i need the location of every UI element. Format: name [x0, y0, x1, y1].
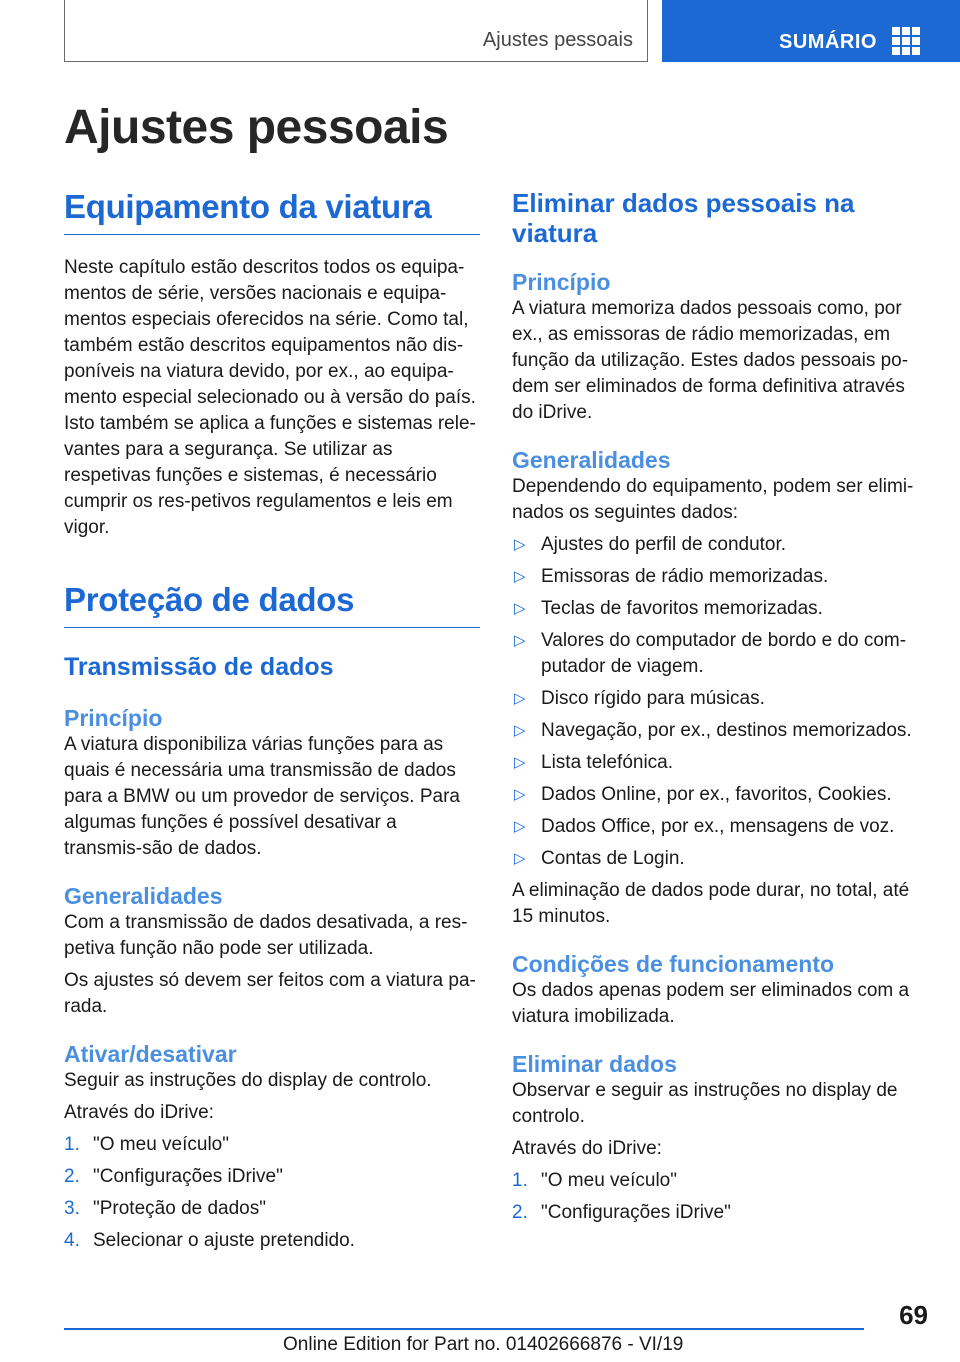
list-item — [512, 750, 922, 776]
triangle-bullet-icon: ▷ — [514, 818, 526, 835]
triangle-bullet-icon: ▷ — [514, 722, 526, 739]
step-number: 1. — [64, 1134, 80, 1155]
list-item-text: Emissoras de rádio memorizadas. — [541, 566, 829, 587]
list-item — [512, 532, 922, 558]
triangle-bullet-icon: ▷ — [514, 568, 526, 585]
heading-principle: Princípio — [512, 269, 611, 295]
footer-divider — [64, 1328, 864, 1330]
list-item-text: Dados Office, por ex., mensagens de voz. — [541, 816, 895, 837]
list-item-text: Teclas de favoritos memorizadas. — [541, 598, 823, 619]
paragraph-duration: A eliminação de dados pode durar, no total, até 15 minutos. — [512, 880, 910, 927]
heading-operating-conditions: Condições de funcionamento — [512, 951, 835, 977]
step-number: 3. — [64, 1198, 80, 1219]
list-item — [512, 814, 922, 840]
list-item — [512, 564, 922, 590]
list-item — [64, 1132, 480, 1158]
list-item — [64, 1164, 480, 1190]
paragraph-toggle-2: Através do iDrive: — [64, 1102, 214, 1123]
steps-list-right — [512, 1168, 922, 1226]
step-number: 4. — [64, 1230, 80, 1251]
heading-delete-personal-data: Eliminar dados pessoais na viatura — [512, 188, 855, 248]
section-tab-label: Ajustes pessoais — [482, 29, 633, 51]
paragraph-principle: A viatura memoriza dados pessoais como, por ex., as emissoras de rádio memorizadas, em função da utilização. Estes dados pessoais po-dem ser eliminados de forma definitiva através do iDrive. — [512, 298, 909, 423]
left-column — [64, 188, 480, 1254]
heading-activate-deactivate: Ativar/desativar — [64, 1041, 237, 1067]
paragraph-general-1: Com a transmissão de dados desativada, a res-petiva função não pode ser utilizada. — [64, 912, 468, 959]
list-item-text: Valores do computador de bordo e do com-putador de viagem. — [541, 630, 907, 677]
triangle-bullet-icon: ▷ — [514, 536, 526, 553]
list-item-text: Lista telefónica. — [541, 752, 674, 773]
triangle-bullet-icon: ▷ — [514, 600, 526, 617]
list-item-text: Contas de Login. — [541, 848, 685, 869]
list-item-text: Navegação, por ex., destinos memorizados. — [541, 720, 912, 741]
heading-equipment: Equipamento da viatura — [64, 188, 480, 235]
step-text: Selecionar o ajuste pretendido. — [93, 1230, 355, 1251]
step-number: 2. — [512, 1202, 528, 1223]
list-item-text: Ajustes do perfil de condutor. — [541, 534, 787, 555]
triangle-bullet-icon: ▷ — [514, 754, 526, 771]
heading-delete-data: Eliminar dados — [512, 1051, 677, 1077]
paragraph-delete-2: Através do iDrive: — [512, 1138, 662, 1159]
grid-menu-icon — [892, 27, 920, 55]
paragraph-toggle-1: Seguir as instruções do display de controlo. — [64, 1070, 432, 1091]
step-text: "O meu veículo" — [93, 1134, 229, 1155]
triangle-bullet-icon: ▷ — [514, 690, 526, 707]
step-text: "O meu veículo" — [541, 1170, 677, 1191]
heading-principle: Princípio — [64, 705, 163, 731]
list-item — [64, 1196, 480, 1222]
list-item — [512, 1168, 922, 1194]
list-item — [512, 782, 922, 808]
list-item — [512, 718, 922, 744]
list-item — [512, 686, 922, 712]
step-number: 2. — [64, 1166, 80, 1187]
triangle-bullet-icon: ▷ — [514, 632, 526, 649]
paragraph-general-2: Os ajustes só devem ser feitos com a viatura pa-rada. — [64, 970, 476, 1017]
step-text: "Proteção de dados" — [93, 1198, 266, 1219]
paragraph-conditions: Os dados apenas podem ser eliminados com a viatura imobilizada. — [512, 980, 910, 1027]
page-title: Ajustes pessoais — [64, 101, 449, 154]
page-number: 69 — [899, 1300, 928, 1330]
list-item — [512, 1200, 922, 1226]
toc-button[interactable] — [662, 0, 960, 62]
edition-info: Online Edition for Part no. 01402666876 - VI/19 — [283, 1334, 684, 1355]
triangle-bullet-icon: ▷ — [514, 786, 526, 803]
heading-general: Generalidades — [512, 447, 671, 473]
step-text: "Configurações iDrive" — [541, 1202, 731, 1223]
heading-general: Generalidades — [64, 883, 223, 909]
list-item — [64, 1228, 480, 1254]
paragraph-principle: A viatura disponibiliza várias funções para as quais é necessária uma transmissão de dados para a BMW ou um provedor de serviços. Para algumas funções é possível desativar a transmis-são de dados. — [64, 734, 461, 859]
list-item — [512, 596, 922, 622]
toc-button-label: SUMÁRIO — [779, 31, 877, 53]
paragraph-general: Dependendo do equipamento, podem ser elimi-nados os seguintes dados: — [512, 476, 914, 523]
list-item-text: Disco rígido para músicas. — [541, 688, 765, 709]
triangle-bullet-icon: ▷ — [514, 850, 526, 867]
paragraph-delete-1: Observar e seguir as instruções no display de controlo. — [512, 1080, 898, 1127]
list-item — [512, 628, 922, 680]
steps-list-left — [64, 1132, 480, 1254]
paragraph-equipment: Neste capítulo estão descritos todos os equipa-mentos de série, versões nacionais e equipa-mentos especiais oferecidos na série. Como tal, também estão descritos equipamentos não dis-poníveis na viatura devido, por ex., ao equipa-mento especial selecionado ou à versão do país. Isto também se aplica a funções e sistemas rele-vantes para a segurança. Se utilizar as respetivas funções e sistemas, é necessário cumprir os res-petivos regulamentos e leis em vigor. — [64, 257, 476, 538]
heading-data-transmission: Transmissão de dados — [64, 653, 334, 681]
heading-data-protection: Proteção de dados — [64, 581, 480, 628]
step-number: 1. — [512, 1170, 528, 1191]
right-column — [512, 188, 922, 1226]
section-tab — [64, 0, 648, 62]
list-item-text: Dados Online, por ex., favoritos, Cookies. — [541, 784, 892, 805]
deletable-data-list — [512, 532, 922, 872]
step-text: "Configurações iDrive" — [93, 1166, 283, 1187]
list-item — [512, 846, 922, 872]
